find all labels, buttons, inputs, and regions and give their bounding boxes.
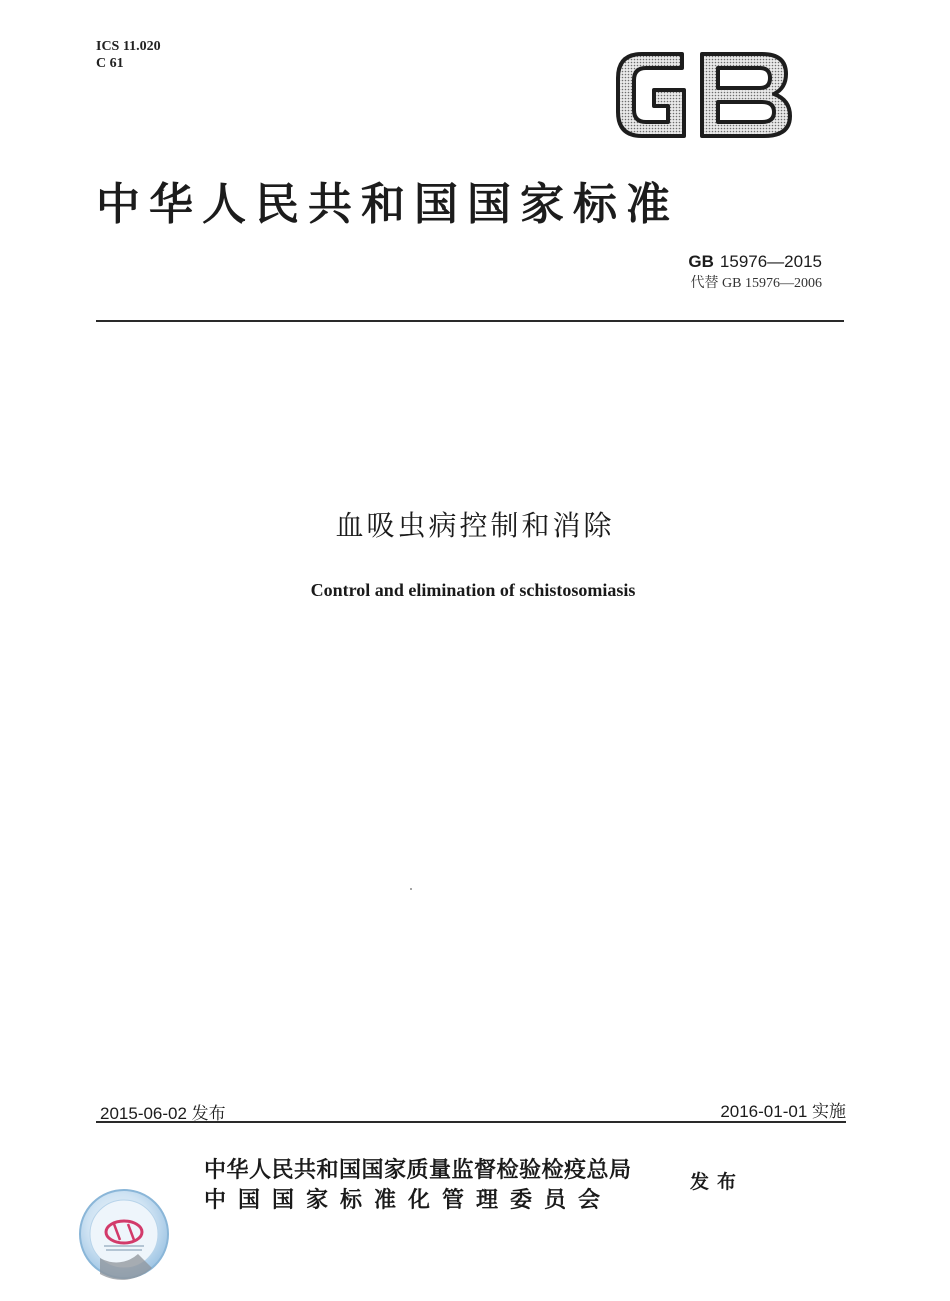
gb-logo-icon <box>612 46 794 144</box>
issue-date: 2015-06-02 发布 <box>100 1104 226 1123</box>
classification-codes <box>96 38 161 72</box>
scan-speck <box>410 888 412 890</box>
issuer-sac: 中国国家标准化管理委员会 <box>204 1187 613 1213</box>
anti-counterfeit-hologram-icon <box>78 1188 170 1280</box>
national-standard-title: 中华人民共和国国家标准 <box>96 179 679 230</box>
implementation-date: 2016-01-01 实施 <box>720 1102 846 1121</box>
standard-code: 15976—2015 <box>719 252 822 271</box>
standard-number <box>688 252 822 272</box>
replaces-standard: 代替 GB 15976—2006 <box>690 276 822 291</box>
ics-code: ICS 11.020 <box>96 39 161 54</box>
document-title-cn: 血吸虫病控制和消除 <box>335 509 615 542</box>
header-divider <box>96 320 844 322</box>
ccs-code: C 61 <box>96 56 124 71</box>
footer-divider <box>96 1121 846 1123</box>
publish-label: 发布 <box>690 1171 745 1193</box>
standard-prefix: GB <box>688 252 714 271</box>
document-title-en: Control and elimination of schistosomiasis <box>310 580 636 600</box>
issuer-aqsiq: 中华人民共和国国家质量监督检验检疫总局 <box>204 1157 632 1183</box>
